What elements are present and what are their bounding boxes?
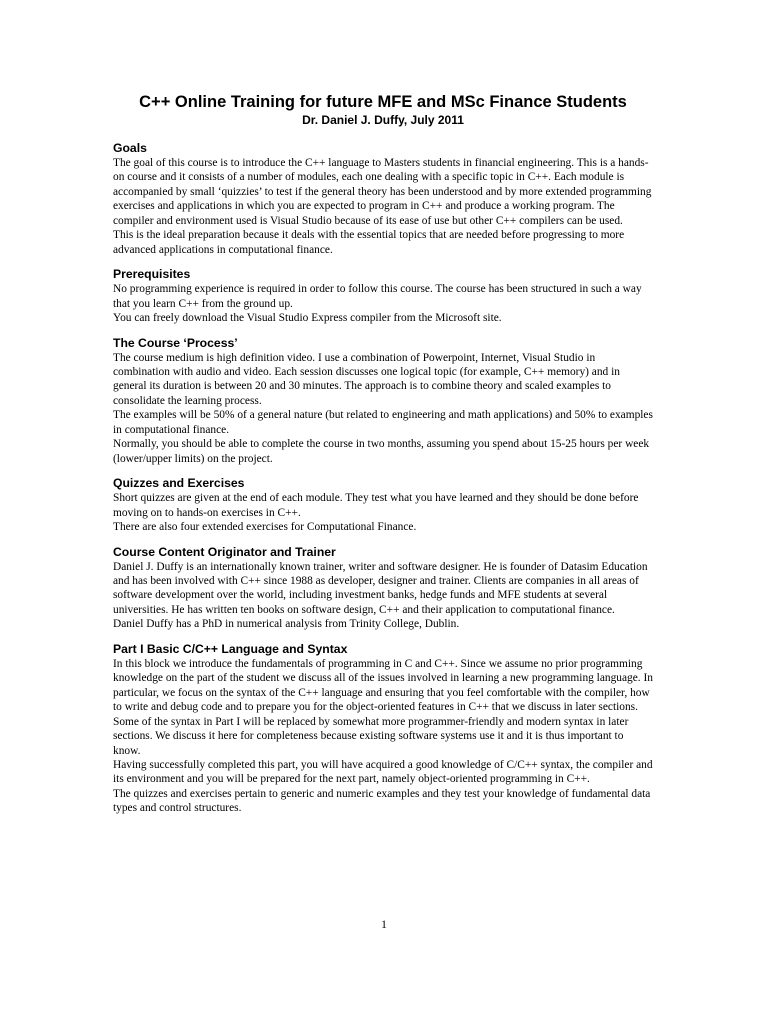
paragraph: In this block we introduce the fundamentals of programming in C and C++. Since we assume no prior programming knowledge on the part of the student we discuss all of the issues involved in learning a new programming language. In particular, we focus on the syntax of the C++ language and ensuring that you feel comfortable with the compiler, how to write and debug code and to prepare you for the object-oriented features in C++ that we discuss in later sections. Some of the syntax in Part I will be replaced by somewhat more programmer-friendly and modern syntax in later sections. We discuss it here for completeness because existing software systems use it and it is thus important to know. xyxy=(113,657,653,757)
section-heading: Prerequisites xyxy=(113,267,191,282)
section-prerequisites xyxy=(113,266,653,325)
section-quizzes-exercises xyxy=(113,475,653,534)
paragraph: Having successfully completed this part, you will have acquired a good knowledge of C/C++ syntax, the compiler and its environment and you will be prepared for the next part, namely object-oriented programming in C++. xyxy=(113,758,653,786)
paragraph: Normally, you should be able to complete the course in two months, assuming you spend about 15-25 hours per week (lower/upper limits) on the project. xyxy=(113,438,650,465)
section-part-one xyxy=(113,641,653,816)
paragraph: This is the ideal preparation because it deals with the essential topics that are needed before progressing to more advanced applications in computational finance. xyxy=(113,229,625,256)
paragraph: The quizzes and exercises pertain to generic and numeric examples and they test your knowledge of fundamental data types and control structures. xyxy=(113,787,651,815)
paragraph: The examples will be 50% of a general nature (but related to engineering and math applications) and 50% to examples in computational finance. xyxy=(113,409,653,436)
paragraph: Short quizzes are given at the end of each module. They test what you have learned and they should be done before moving on to hands-on exercises in C++. xyxy=(113,492,639,519)
paragraph: Daniel Duffy has a PhD in numerical analysis from Trinity College, Dublin. xyxy=(113,618,460,631)
document-title: C++ Online Training for future MFE and MSc Finance Students xyxy=(139,93,627,111)
section-heading: Course Content Originator and Trainer xyxy=(113,544,336,559)
section-heading: Quizzes and Exercises xyxy=(113,476,245,491)
paragraph: There are also four extended exercises for Computational Finance. xyxy=(113,521,417,534)
paragraph: No programming experience is required in order to follow this course. The course has been structured in such a way that you learn C++ from the ground up. xyxy=(113,283,642,310)
paragraph: The course medium is high definition video. I use a combination of Powerpoint, Internet, Visual Studio in combination with audio and video. Each session discusses one logical topic (for example, C++ memory) and in general its duration is between 20 and 30 minutes. The approach is to combine theory and scaled examples to consolidate the learning process. xyxy=(113,351,620,407)
section-heading: Goals xyxy=(113,141,147,155)
paragraph: Daniel J. Duffy is an internationally known trainer, writer and software designer. He is founder of Datasim Education and has been involved with C++ since 1988 as developer, designer and trainer. Clients are companies in all areas of software development over the world, including investment banks, hedge funds and MFE students at several universities. He has written ten books on software design, C++ and their application to computational finance. xyxy=(113,560,648,616)
section-heading: Part I Basic C/C++ Language and Syntax xyxy=(113,641,348,656)
section-originator-trainer xyxy=(113,544,653,632)
section-goals xyxy=(113,140,653,257)
section-course-process xyxy=(113,335,653,467)
page-content xyxy=(113,92,653,825)
section-heading: The Course ‘Process’ xyxy=(113,335,238,350)
paragraph: You can freely download the Visual Studio Express compiler from the Microsoft site. xyxy=(113,312,502,325)
page-number: 1 xyxy=(381,919,387,931)
document-author-date: Dr. Daniel J. Duffy, July 2011 xyxy=(302,113,464,127)
paragraph: The goal of this course is to introduce the C++ language to Masters students in financial engineering. This is a hands-on course and it consists of a number of modules, each one dealing with a specific topic in C++. Each module is accompanied by small ‘quizzies’ to test if the general theory has been understood and by more extended programming exercises and applications in which you are expected to program in C++ and produce a working program. The compiler and environment used is Visual Studio because of its ease of use but other C++ compilers can be used. xyxy=(113,157,652,227)
